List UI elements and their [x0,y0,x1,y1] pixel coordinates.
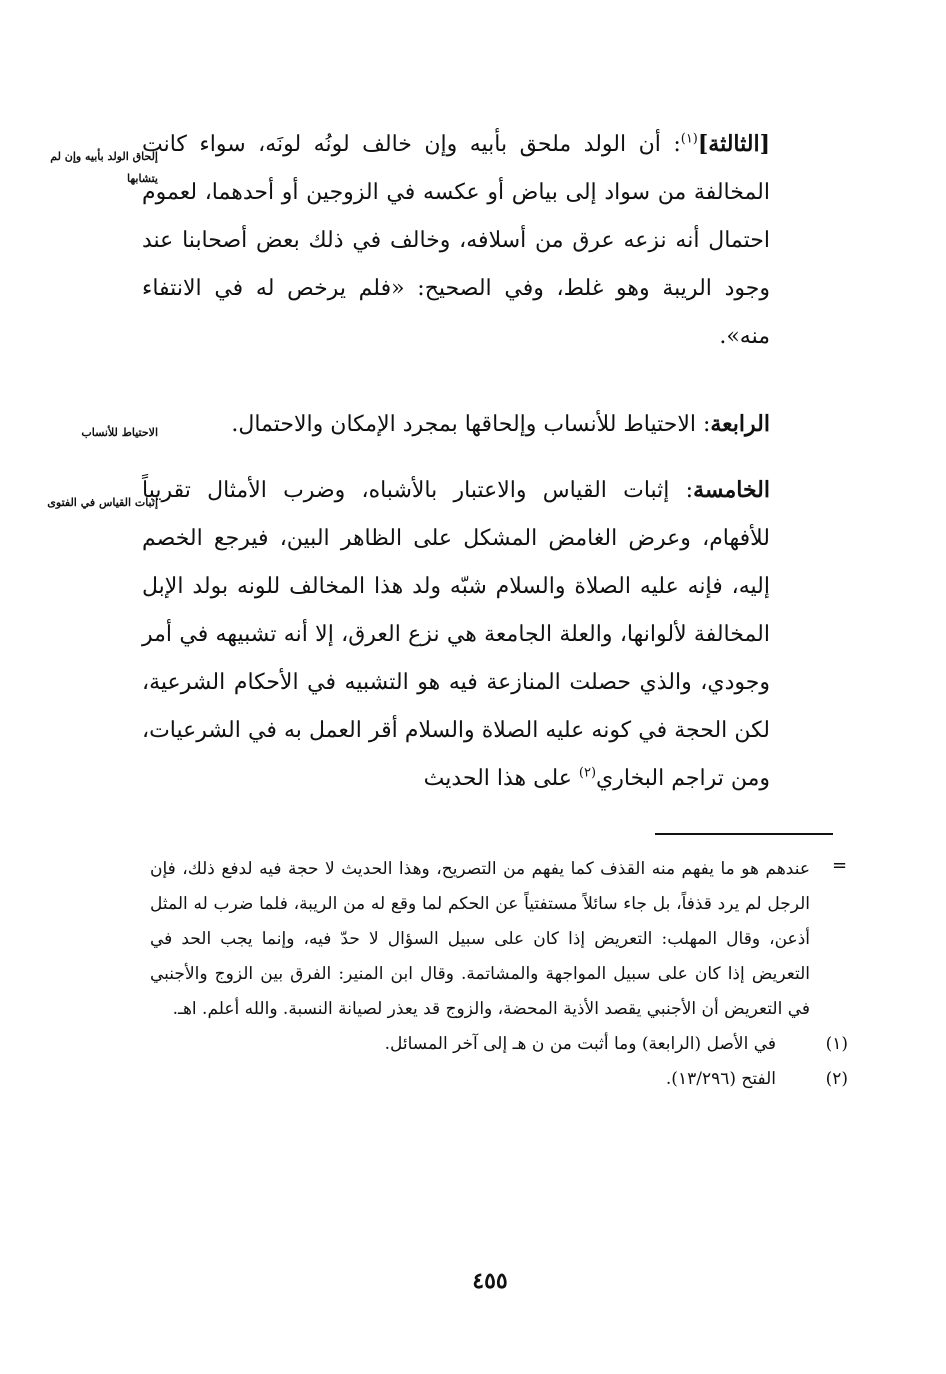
paragraph-lead: الرابعة [710,411,770,437]
paragraph-text-end: على هذا الحديث [423,766,579,791]
footnote-divider [655,833,833,835]
footnote-number: (٢) [825,1069,848,1089]
paragraph-fourth [142,400,770,449]
footnote-continuation: عندهم هو ما يفهم منه القذف كما يفهم من التصريح، وهذا الحديث لا حجة فيه لدفع ذلك، فإن الرجل لم يرد قذفاً، بل جاء سائلاً مستفتياً عن الحكم لما وقع له من الريبة، فلما ضرب له المثل أذعن، وقال المهلب: التعريض إذا كان على سبيل السؤال لا حدّ فيه، وإنما يجب الحد في التعريض إذا كان على سبيل المواجهة والمشاتمة. وقال ابن المنير: الفرق بين الزوج والأجنبي في التعريض أن الأجنبي يقصد الأذية المحضة، والزوج قد يعذر لصيانة النسبة. والله أعلم. اهـ. [150,859,810,1019]
footnote-text: في الأصل (الرابعة) وما أثبت من ن هـ إلى آخر المسائل. [384,1034,776,1054]
margin-note-lineage: الاحتياط للأنساب [81,426,158,439]
footnotes [150,852,848,1097]
paragraph-lead: [الثالثة] [697,131,770,157]
paragraph-third [142,120,770,361]
paragraph-fifth [142,466,770,803]
footnote-number: (١) [825,1034,848,1054]
paragraph-text: : إثبات القياس والاعتبار بالأشباه، وضرب الأمثال تقريباً للأفهام، وعرض الغامض المشكل على الظاهر البين، فيرجع الخصم إليه، فإنه عليه الصلاة والسلام شبّه ولد هذا المخالف للونه بولد الإبل المخالفة لألوانها، والعلة الجامعة هي نزع العرق، إلا أنه تشبيهه في أمر وجودي، والذي حصلت المنازعة فيه هو التشبيه في الأحكام الشرعية، لكن الحجة في كونه عليه الصلاة والسلام أقر العمل به في الشرعيات، ومن تراجم البخاري [142,478,770,791]
page-number: ٤٥٥ [472,1268,508,1294]
footnote-ref: (١) [680,131,698,147]
footnote-text: الفتح (١٣/٢٩٦). [665,1069,776,1089]
footnote-continuation-mark: = [832,855,848,876]
footnote-2 [150,1062,848,1097]
footnote-1 [150,1027,848,1062]
margin-note-paternity: إلحاق الولد بأبيه وإن لم يتشابها [50,150,158,185]
margin-note-analogy: إثبات القياس في الفتوى [47,496,158,509]
paragraph-text: : أن الولد ملحق بأبيه وإن خالف لونُه لونَه، سواء كانت المخالفة من سواد إلى بياض أو عكسه في الزوجين أو أحدهما، لعموم احتمال أنه نزعه عرق من أسلافه، وخالف في ذلك بعض أصحابنا عند وجود الريبة وهو غلط، وفي الصحيح: «فلم يرخص له في الانتفاء منه». [142,132,770,349]
paragraph-text: : الاحتياط للأنساب وإلحاقها بمجرد الإمكان والاحتمال. [231,412,711,437]
footnote-ref: (٢) [578,765,597,781]
paragraph-lead: الخامسة [693,477,770,503]
